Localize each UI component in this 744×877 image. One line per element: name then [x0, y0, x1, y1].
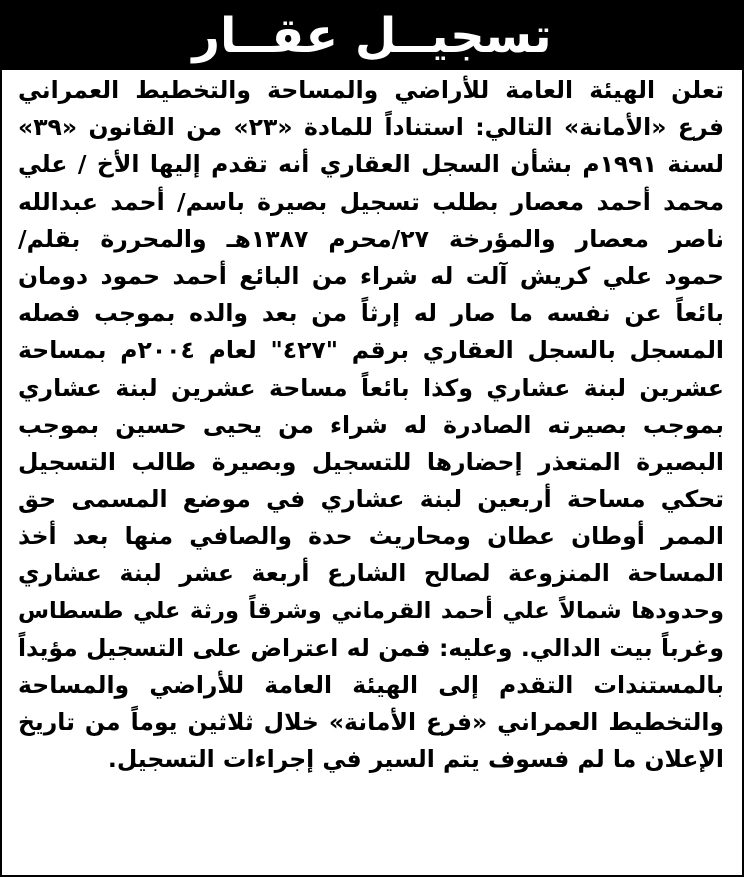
notice-line: محمد أحمد معصار بطلب تسجيل بصيرة باسم/ أحمد عبدالله [18, 187, 724, 216]
notice-line: الممر أوطان عطان ومحاريث حدة والصافي منها بعد أخذ [18, 522, 724, 551]
notice-line: والتخطيط العمراني «فرع الأمانة» خلال ثلاثين يوماً من تاريخ [18, 708, 724, 737]
notice-line: بموجب بصيرته الصادرة له شراء من يحيى حسين بموجب [18, 410, 724, 439]
notice-line: عشرين لبنة عشاري وكذا بائعاً مساحة عشرين لبنة عشاري [18, 373, 724, 402]
notice-body [18, 72, 724, 779]
notice-line: تعلن الهيئة العامة للأراضي والمساحة والتخطيط العمراني [18, 76, 724, 104]
notice-line: بائعاً عن نفسه ما صار له إرثاً من بعد والده بموجب فصله [18, 299, 724, 328]
notice-line: المساحة المنزوعة لصالح الشارع أربعة عشر لبنة عشاري [18, 559, 724, 588]
title-banner [2, 2, 742, 70]
notice-line: الإعلان ما لم فسوف يتم السير في إجراءات التسجيل. [107, 745, 724, 774]
notice-line: ناصر معصار والمؤرخة ٢٧/محرم ١٣٨٧هـ والمحررة بقلم/ [18, 224, 724, 253]
notice-line: البصيرة المتعذر إحضارها للتسجيل وبصيرة طالب التسجيل [18, 447, 724, 476]
notice-line: المسجل بالسجل العقاري برقم "٤٢٧" لعام ٢٠٠٤م بمساحة [18, 336, 724, 365]
notice-line: فرع «الأمانة» التالي: استناداً للمادة «٢٣» من القانون «٣٩» [18, 113, 724, 142]
notice-line: تحكي مساحة أربعين لبنة عشاري في موضع المسمى حق [18, 485, 724, 514]
notice-line: بالمستندات التقدم إلى الهيئة العامة للأراضي والمساحة [18, 671, 724, 699]
notice-line: وغرباً بيت الدالي. وعليه: فمن له اعتراض على التسجيل مؤيداً [18, 633, 724, 662]
notice-line: حمود علي كريش آلت له شراء من البائع أحمد حمود دومان [18, 261, 724, 290]
notice-line: لسنة ١٩٩١م بشأن السجل العقاري أنه تقدم إليها الأخ / علي [18, 150, 724, 179]
notice-title: تسجيــل عقــار [192, 8, 552, 64]
notice-line: وحدودها شمالاً علي أحمد القرماني وشرقاً ورثة علي طسطاس [18, 597, 724, 624]
